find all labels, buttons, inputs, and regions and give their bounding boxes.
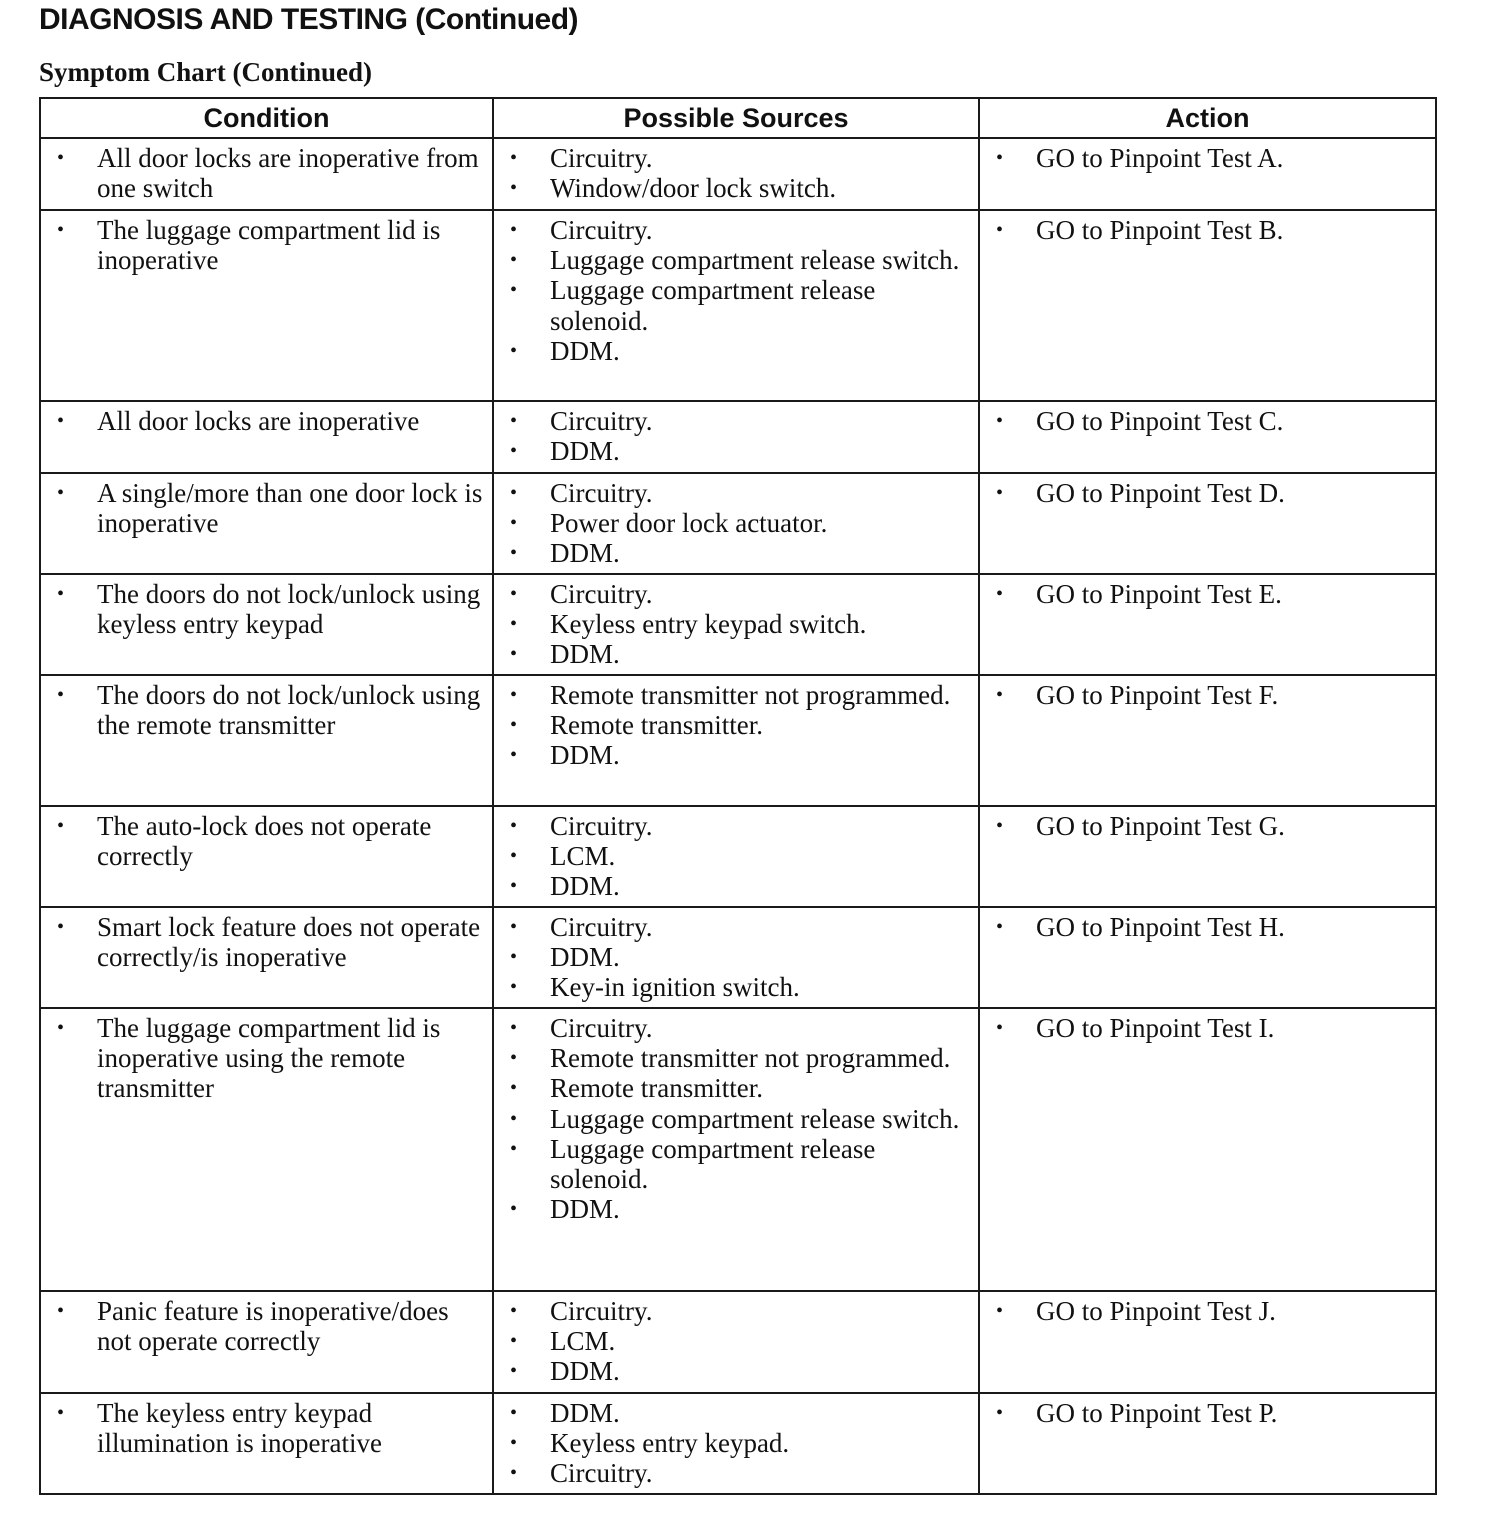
source-item: • Circuitry.: [506, 579, 970, 609]
condition-list: [53, 579, 484, 639]
source-item: • DDM.: [506, 1398, 970, 1428]
condition-text: • The keyless entry keypad illumination is inoperative: [53, 1398, 484, 1458]
table-row: [40, 1393, 1436, 1494]
source-item: • Luggage compartment release solenoid.: [506, 1134, 970, 1194]
action-text: • GO to Pinpoint Test B.: [992, 215, 1427, 245]
condition-text: • The doors do not lock/unlock using keyless entry keypad: [53, 579, 484, 639]
table-row: [40, 907, 1436, 1008]
sources-list: [506, 811, 970, 902]
table-row: [40, 574, 1436, 675]
action-cell: [979, 138, 1436, 210]
action-list: [992, 215, 1427, 245]
condition-text: • A single/more than one door lock is inoperative: [53, 478, 484, 538]
condition-cell: [40, 675, 493, 806]
sources-list: [506, 478, 970, 569]
source-item: • DDM.: [506, 1356, 970, 1386]
sources-cell: [493, 907, 979, 1008]
source-item: • Circuitry.: [506, 478, 970, 508]
condition-list: [53, 143, 484, 203]
action-text: • GO to Pinpoint Test I.: [992, 1013, 1427, 1043]
column-header-action: Action: [979, 98, 1436, 138]
condition-list: [53, 215, 484, 275]
source-item: • Circuitry.: [506, 1296, 970, 1326]
action-cell: [979, 1291, 1436, 1393]
table-body: [40, 138, 1436, 1494]
source-item: • Circuitry.: [506, 143, 970, 173]
sources-cell: [493, 138, 979, 210]
condition-cell: [40, 473, 493, 574]
sources-cell: [493, 1291, 979, 1393]
sources-cell: [493, 1008, 979, 1291]
action-text: • GO to Pinpoint Test C.: [992, 406, 1427, 436]
action-list: [992, 1398, 1427, 1428]
sources-list: [506, 579, 970, 670]
action-cell: [979, 907, 1436, 1008]
table-row: [40, 675, 1436, 806]
action-list: [992, 1296, 1427, 1326]
action-cell: [979, 1393, 1436, 1494]
sources-list: [506, 912, 970, 1003]
action-list: [992, 1013, 1427, 1043]
source-item: • Remote transmitter not programmed.: [506, 680, 970, 710]
symptom-chart-table: [39, 97, 1437, 1495]
source-item: • LCM.: [506, 1326, 970, 1356]
action-list: [992, 143, 1427, 173]
sources-list: [506, 680, 970, 771]
chart-subtitle: Symptom Chart (Continued): [39, 57, 373, 87]
source-item: • Circuitry.: [506, 406, 970, 436]
source-item: • Luggage compartment release solenoid.: [506, 275, 970, 335]
sources-cell: [493, 806, 979, 907]
action-text: • GO to Pinpoint Test F.: [992, 680, 1427, 710]
condition-text: • Panic feature is inoperative/does not operate correctly: [53, 1296, 484, 1356]
condition-text: • All door locks are inoperative: [53, 406, 484, 436]
source-item: • Key-in ignition switch.: [506, 972, 970, 1002]
table-row: [40, 473, 1436, 574]
sources-cell: [493, 401, 979, 473]
action-cell: [979, 210, 1436, 401]
sources-list: [506, 1398, 970, 1489]
source-item: • Circuitry.: [506, 215, 970, 245]
action-text: • GO to Pinpoint Test D.: [992, 478, 1427, 508]
condition-cell: [40, 401, 493, 473]
action-cell: [979, 806, 1436, 907]
section-title: DIAGNOSIS AND TESTING (Continued): [39, 3, 579, 36]
sources-cell: [493, 675, 979, 806]
condition-list: [53, 1398, 484, 1458]
condition-list: [53, 811, 484, 871]
source-item: • Luggage compartment release switch.: [506, 1104, 970, 1134]
condition-cell: [40, 806, 493, 907]
column-header-possible-sources: Possible Sources: [493, 98, 979, 138]
action-cell: [979, 574, 1436, 675]
source-item: • Circuitry.: [506, 1458, 970, 1488]
condition-cell: [40, 574, 493, 675]
action-list: [992, 478, 1427, 508]
condition-list: [53, 478, 484, 538]
action-text: • GO to Pinpoint Test H.: [992, 912, 1427, 942]
source-item: • DDM.: [506, 871, 970, 901]
sources-cell: [493, 473, 979, 574]
condition-list: [53, 912, 484, 972]
sources-cell: [493, 574, 979, 675]
sources-list: [506, 1013, 970, 1224]
condition-cell: [40, 210, 493, 401]
source-item: • Keyless entry keypad switch.: [506, 609, 970, 639]
source-item: • Remote transmitter.: [506, 710, 970, 740]
source-item: • Remote transmitter not programmed.: [506, 1043, 970, 1073]
source-item: • LCM.: [506, 841, 970, 871]
source-item: • DDM.: [506, 740, 970, 770]
action-text: • GO to Pinpoint Test E.: [992, 579, 1427, 609]
source-item: • DDM.: [506, 538, 970, 568]
condition-cell: [40, 1008, 493, 1291]
action-cell: [979, 473, 1436, 574]
condition-list: [53, 1296, 484, 1356]
source-item: • Power door lock actuator.: [506, 508, 970, 538]
source-item: • DDM.: [506, 336, 970, 366]
condition-text: • The luggage compartment lid is inoperative using the remote transmitter: [53, 1013, 484, 1104]
action-text: • GO to Pinpoint Test P.: [992, 1398, 1427, 1428]
action-list: [992, 811, 1427, 841]
action-list: [992, 912, 1427, 942]
condition-text: • All door locks are inoperative from one switch: [53, 143, 484, 203]
source-item: • Luggage compartment release switch.: [506, 245, 970, 275]
action-text: • GO to Pinpoint Test G.: [992, 811, 1427, 841]
table-row: [40, 401, 1436, 473]
sources-list: [506, 215, 970, 366]
action-cell: [979, 675, 1436, 806]
source-item: • Remote transmitter.: [506, 1073, 970, 1103]
action-cell: [979, 401, 1436, 473]
source-item: • Circuitry.: [506, 1013, 970, 1043]
source-item: • Window/door lock switch.: [506, 173, 970, 203]
table-row: [40, 138, 1436, 210]
table-row: [40, 1008, 1436, 1291]
condition-cell: [40, 1291, 493, 1393]
action-list: [992, 579, 1427, 609]
condition-cell: [40, 907, 493, 1008]
condition-list: [53, 406, 484, 436]
source-item: • Keyless entry keypad.: [506, 1428, 970, 1458]
action-list: [992, 680, 1427, 710]
source-item: • DDM.: [506, 639, 970, 669]
condition-text: • The auto-lock does not operate correctly: [53, 811, 484, 871]
condition-list: [53, 1013, 484, 1104]
sources-cell: [493, 1393, 979, 1494]
table-row: [40, 1291, 1436, 1393]
sources-cell: [493, 210, 979, 401]
condition-text: • Smart lock feature does not operate correctly/is inoperative: [53, 912, 484, 972]
table-header-row: [40, 98, 1436, 138]
condition-cell: [40, 138, 493, 210]
sources-list: [506, 406, 970, 466]
condition-text: • The luggage compartment lid is inoperative: [53, 215, 484, 275]
action-cell: [979, 1008, 1436, 1291]
source-item: • DDM.: [506, 436, 970, 466]
condition-cell: [40, 1393, 493, 1494]
condition-list: [53, 680, 484, 740]
action-list: [992, 406, 1427, 436]
source-item: • Circuitry.: [506, 811, 970, 841]
table-row: [40, 806, 1436, 907]
action-text: • GO to Pinpoint Test A.: [992, 143, 1427, 173]
column-header-condition: Condition: [40, 98, 493, 138]
sources-list: [506, 1296, 970, 1387]
source-item: • Circuitry.: [506, 912, 970, 942]
action-text: • GO to Pinpoint Test J.: [992, 1296, 1427, 1326]
sources-list: [506, 143, 970, 203]
table-row: [40, 210, 1436, 401]
source-item: • DDM.: [506, 942, 970, 972]
source-item: • DDM.: [506, 1194, 970, 1224]
condition-text: • The doors do not lock/unlock using the remote transmitter: [53, 680, 484, 740]
